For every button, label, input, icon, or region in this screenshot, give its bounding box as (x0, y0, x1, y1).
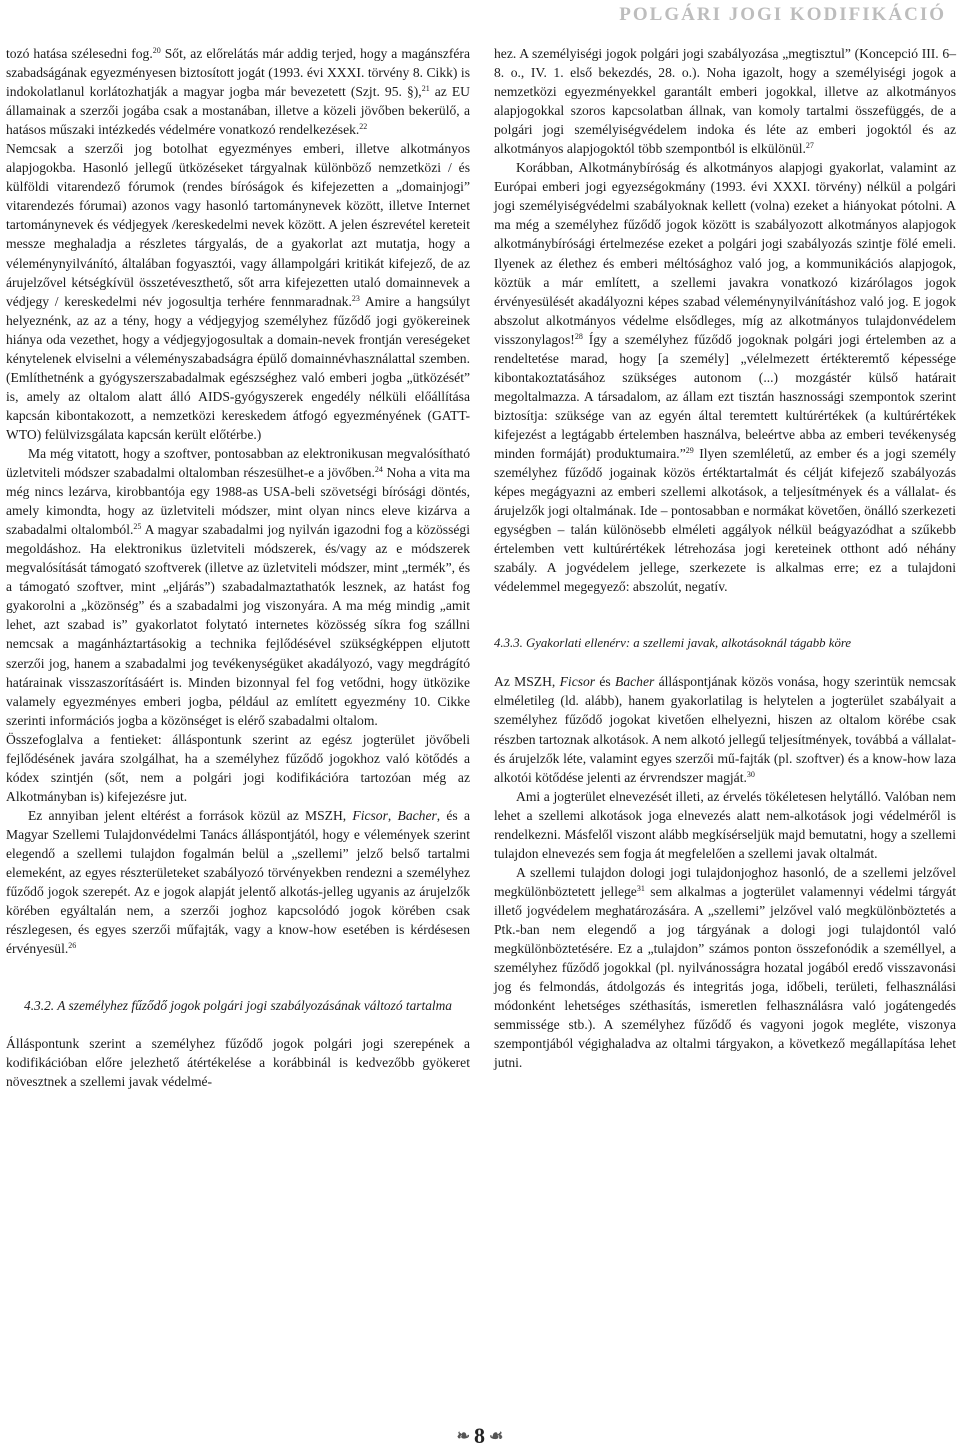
section-heading: 4.3.3. Gyakorlati ellenérv: a szellemi javak, alkotásoknál tágabb köre (494, 636, 852, 651)
paragraph: Összefoglalva a fentieket: álláspontunk szerint az egész jogterület jövőbeli fejlődésének javára szolgálhat, ha a személyhez fűződő jogokhoz való kötődés a kódex szintjén (sőt, nem a polgári jogi kodifikációra tartozóan még az Alkotmányban is) kifejezésre jut. (6, 731, 470, 804)
spacer (6, 1015, 470, 1034)
paragraph: hez. A személyiségi jogok polgári jogi szabályozása „megtisztul” (Koncepció III. 6–8. o., IV. 1. első bekezdés, 28. o.). Noha igazolt, hogy a személyiségi jogok a nemzetközi egyezményekkel garantált emberi jogokkal, illetve az alkotmányos alapjogokkal szoros kapcsolatban állnak, van komoly tartalmi összefüggés, de a polgári jogi személyiségvédelem indoka és léte az emberi jogoktól és az alkotmányos alapjogoktól több szempontból is elkülönül.$^{27}$ (494, 46, 956, 157)
footnote-ref[interactable]: 29 (685, 445, 694, 455)
footnote-ref[interactable]: 31 (636, 883, 645, 893)
page-number: 8 (474, 1423, 486, 1448)
running-header: POLGÁRI JOGI KODIFIKÁCIÓ (619, 4, 946, 25)
spacer (494, 596, 956, 634)
ornament-left-icon: ❧ (456, 1428, 471, 1445)
section-heading: 4.3.2. A személyhez fűződő jogok polgári jogi szabályozásának változó tartalma (24, 998, 452, 1014)
footnote-ref[interactable]: 24 (374, 465, 383, 475)
paragraph: A szellemi tulajdon dologi jogi tulajdonjoghoz hasonló, de a szellemi jelzővel megkülönböztetett jellege$^{31}$ sem alkalmas a jogterület valamennyi védelmi tárgyát illető jogvédelem meghatározására. A „szellemi” jelzővel való megkülönböztetés a Ptk.-ban nem elegendő a jog tárgyának a dologi jogi tulajdontól való megkülönböztetésére. Ez a „tulajdon” számos ponton összefonódik a személlyel, a személyhez fűződő jogokkal (pl. nyilvánosságra hozatal jogából eredő visszavonási jog és felmondás, átdolgozás és integritás joga, időbeli, területi, felhasználási módonként lehetséges széthasítás, ismeretlen felhasználásra való jogátengedés semmissége stb.). A személyhez fűződő és vagyoni jogok megléte, viszonya szempontjából végighaladva az oltalmi tárgyakon, a következő megállapítása lehet jutni. (494, 864, 956, 1071)
paragraph: tozó hatása szélesedni fog.$^{20}$ Sőt, az előrelátás már addig terjed, hogy a magánszféra szabadságának egyezményesen biztosított jogát (1993. évi XXXI. törvény 8. Cikk) is indokolatlanul korlátozhatják a magyar jogba már bevezetett (Szjt. 95. §),$^{21}$ az EU államainak a szerzői jogába csak a mostanában, illetve a közeli jövőben bekerülő, a hatásos műszaki intézkedés védelmére vonatkozó rendelkezések.$^{22}$ (6, 46, 470, 138)
paragraph: Az MSZH, Ficsor és Bacher álláspontjának közös vonása, hogy szerintük nemcsak elméletileg (ld. alább), hanem gyakorlatilag is helytelen a jogterület szabályait a személyhez fűződő jogokat kivetően elhelyezni, hiszen az oltalom körébe csak részben tartoznak alkotások. A nem alkotó jellegű teljesítmények, továbbá a vállalat- és árujelzők léte, valamint egyes szerzői mű-fajták (pl. szoftver) és a know-how laza alkotói kötődése jelenti az érvrendszer magját.$^{30}$ (494, 674, 957, 785)
spacer (494, 653, 956, 672)
right-column (494, 44, 956, 1072)
footnote-ref[interactable]: 28 (574, 331, 583, 341)
paragraph: Ami a jogterület elnevezését illeti, az érvelés tökéletesen helytálló. Valóban nem lehet a szellemi alkotások joga elnevezés alatt nem-alkotások jogi védelméről is rendelkezni. Másfelől viszont alább megkísérseljük majd bemutatni, hogy a szellemi tulajdon elnevezés sem fogja át megfelelően a szellemi javak oltalmát. (494, 788, 956, 861)
ornament-right-icon: ☙ (489, 1428, 504, 1445)
paragraph: Álláspontunk szerint a személyhez fűződő jogok polgári jogi szerepének a kodifikációban előre jelezhető átértékelése a korábbinál is kedvezőbb gyökeret növesztnek a szellemi javak védelmé- (6, 1036, 470, 1090)
page-footer (0, 1423, 960, 1449)
paragraph: Ez annyiban jelent eltérést a források közül az MSZH, Ficsor, Bacher, és a Magyar Szellemi Tulajdonvédelmi Tanács álláspontjától, hogy e vélemények szerint elegendő a szellemi tulajdon fogalmán belül a „szellemi” jelző belső tartalmi elemeként, az egyes részterületeket szabályozó törvényekben rendezni a személyhez fűződő jogok szerepét. Az e jogok alapját jelentő alkotás-jelleg ugyanis az árujelzők körében egyáltalán nem, a szerzői joghoz kapcsolódó jogok körében csak részlegesen, és egyes szerzői műfajták, vagy a know-how esetében is kérdésesen érvényesül.$^{26}$ (6, 807, 470, 957)
footnote-ref[interactable]: 22 (359, 122, 368, 132)
paragraph: Nemcsak a szerzői jog botolhat egyezményes emberi, illetve alkotmányos alapjogokba. Hasonló jellegű ütközéseket tárgyalnak különböző nemzetközi / és külföldi vitarendező fórumok (rendes bíróságok és kifejezetten a „domainjogi” vitarendezés fórumai) azonos vagy hasonló tartománynevek között, illetve Internet tartománynevek és védjegyek /kereskedelmi nevek között. A jelen észrevétel kereteit messze meghaladja a részletes tárgyalás, de a gyakorlat azt mutatja, hogy a véleménynyilvánító, általában fogyasztói, vagy állampolgári kritikát kifejező, de az árujelzővel kétségkívül összetéveszthető, sőt arra kifejezetten utaló domainnevek a védjegy / kereskedelmi név jogosultja terhére fennmaradnak.$^{23}$ Amire a hangsúlyt helyeznénk, az az a tény, hogy a védjegyjog személyhez fűződő jogi gyökereinek hiánya oda vezethet, hogy a védjegyjogosultak a domain-nevek frontján vereségeket kénytelenek elviselni a véleményszabadságra épülő domainnévhasználattal szemben. (Említhetnénk a gyógyszerszabadalmak egészséghez való emberi jogba „ütközését” is, amely az oltalom alatt álló AIDS-gyógyszerek engedély nélküli előállítása kapcsán kibontakozott, a nemzetközi kereskedem átfogó egyezményének (GATT-WTO) felülvizsgálata kapcsán került előtérbe.) (6, 141, 470, 442)
footnote-ref[interactable]: 21 (421, 84, 430, 94)
footnote-ref[interactable]: 30 (746, 769, 755, 779)
footnote-ref[interactable]: 27 (805, 141, 814, 151)
footnote-ref[interactable]: 20 (152, 46, 161, 55)
paragraph: Korábban, Alkotmánybíróság és alkotmányos alapjogi gyakorlat, valamint az Európai emberi jogi egyezségokmány (1993. évi XXXI. törvény) nélkül a polgári jogi személyiségvédelmi szabályoknak kellett (volna) ezeket a hiányokat pótolni. A ma még a személyhez fűződő jogok között is szabályozott alkotmányos alapjogok alkotmánybírósági értelmezése ezeket a polgári jogi szabályozás szintje fölé emeli. Ilyenek az élethez és emberi méltósághoz való jog, a kommunikációs alapjogok, köztük a már említett, a szellemi javakra vonatkozó kizárólagos jogok érvényesülését akadályozni képes szabad véleménynyilvánításhoz való jog. E jogok abszolut alkotmányos védelme elsődleges, míg az alkotmányos tulajdonvédelem visszonylagos!$^{28}$ Így a személyhez fűződő jogoknak polgári jogi értelemben az a rendeltetése marad, hogy [a személy] „vélelmezett értékteremtő képessége kibontakoztatásához szükséges autonom (...) mozgástér külső határait megoltalmazza. A társadalom, az állam ezt tisztán hasznossági szempontok szerint biztosítja: szüksége van az egyén által teremtett kultúrértékek (a kultúrértékek kifejezést a legtágabb értelemben használva, beleértve abba az emberi tevékenység minden formáját) produktumaira.”$^{29}$ Ilyen szemléletű, az ember és a jogi személy személyhez fűződő jogainak közös értéktartalmát és célját kifejező szabályozás képes megágyazni az emberi szellemi alkotások, a teljesítmények és a vállalat- és árujelzők jogi oltalmának. Ide – pontosabban e normákat követően, önálló szerkezeti egységben – talán különösebb elméleti aggályok nélkül beágyazódhat a szűkebb értelemben vett kultúrértékek létrehozása jogi kereteinek otthont adó néhány szabály. A jogvédelem jellege, szerkezete is alkalmas erre; ez a tulajdoni védelemmel megegyező: abszolút, negatív. (494, 160, 957, 595)
left-column (6, 44, 470, 1091)
footnote-ref[interactable]: 23 (351, 293, 360, 303)
footnote-ref[interactable]: 26 (68, 941, 77, 951)
footnote-ref[interactable]: 25 (133, 522, 142, 532)
spacer (6, 958, 470, 996)
paragraph: Ma még vitatott, hogy a szoftver, pontosabban az elektronikusan megvalósítható üzletviteli módszer szabadalmi oltalomban részesülhet-e a jövőben.$^{24}$ Noha a vita ma még nincs lezárva, kirobbantója egy 1988-as USA-beli szövetségi bírósági döntés, amely kimondta, hogy az üzletviteli módszer, mint olyan nincs eleve kizárva a szabadalmi oltalomból.$^{25}$ A magyar szabadalmi jog nyilván igazodni fog a közösségi megoldáshoz. Ha elektronikus üzletviteli módszerek, és/vagy az e módszerek megvalósítását támogató szoftverek (illetve az üzletviteli módszer, mint „termék”, és a támogató szoftver, mint „eljárás”) szabadalmaztathatók lesznek, az hatást fog gyakorolni a „közönség” és a szabadalmi jog viszonyára. A ma még mindig „amit lehet, azt szabad is” gyakorlatot folytató internetes közösség síkra fog szállni nemcsak a magánháztartásokig a technika fejlődésével szükségképpen eljutott szerzői jog, hanem a szabadalmi jog tevékenységüket akadályozó, vagy megdrágító határainak visszaszorításáért is. Minden bizonnyal fel fog vetődni, hogy ütközike valamely egyezményes emberi jogba, például az említett egyezmény 10. Cikke szerinti információs jogba a közönséget is elérő szabadalmi oltalom. (6, 445, 470, 728)
